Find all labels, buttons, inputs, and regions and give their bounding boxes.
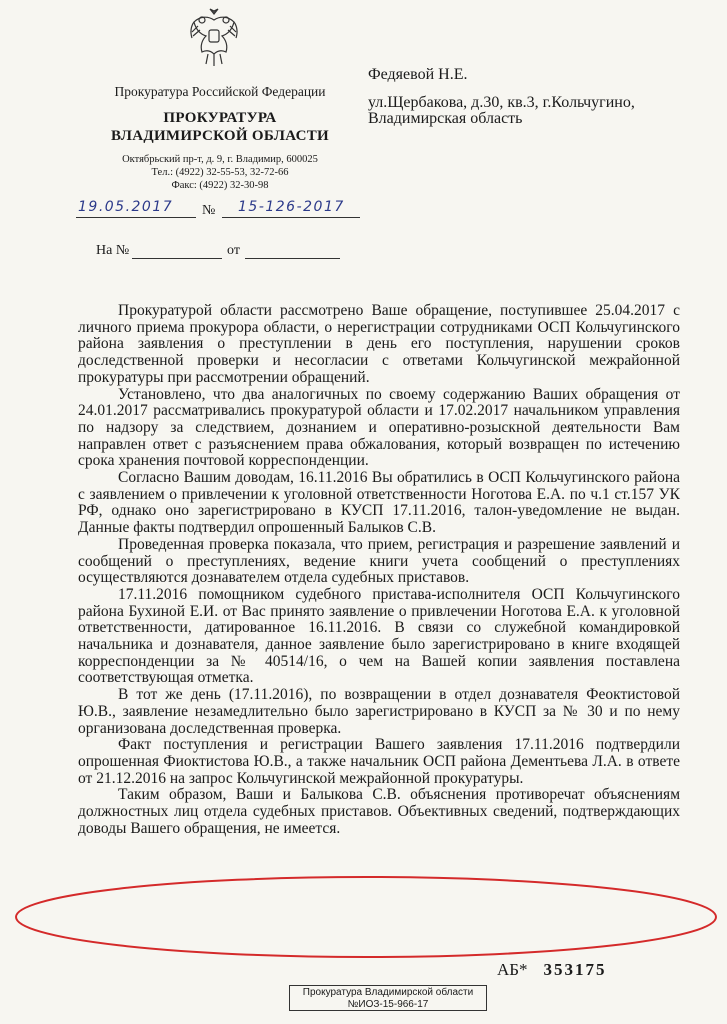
outgoing-date: 19.05.2017 <box>78 199 174 215</box>
body-paragraph: Согласно Вашим доводам, 16.11.2016 Вы обратились в ОСП Кольчугинского района с заявлением о привлечении к уголовной ответственности Ноготова Е.А. по ч.1 ст.157 УК РФ, однако оно зарегистрировано в КУСП 17.11.2016, талон-уведомление не выдан. Данные факты подтвердил опрошенный Балыков С.В. <box>78 469 680 537</box>
letterhead-org: Прокуратура Российской Федерации <box>114 84 326 99</box>
letterhead-name-line2: ВЛАДИМИРСКОЙ ОБЛАСТИ <box>111 128 329 144</box>
letterhead-address: Октябрьский пр-т, д. 9, г. Владимир, 600025 <box>122 154 318 165</box>
letterhead-tel: Тел.: (4922) 32-55-53, 32-72-66 <box>151 167 289 178</box>
outgoing-no-label: № <box>202 203 216 218</box>
letterhead-fax: Факс: (4922) 32-30-98 <box>171 180 269 191</box>
highlight-ellipse <box>10 872 722 962</box>
double-headed-eagle-icon <box>188 6 240 68</box>
body-paragraph: Факт поступления и регистрации Вашего заявления 17.11.2016 подтвердили опрошенная Фиоктистова Ю.В., а также начальник ОСП района Дементьева Л.А. в ответе от 21.12.2016 на запрос Кольчугинской межрайонной прокуратуры. <box>78 736 680 787</box>
body-paragraph: Установлено, что два аналогичных по своему содержанию Ваших обращения от 24.01.2017 рассматривались прокуратурой области и 17.02.2017 начальником управления по надзору за следствием, дознанием и оперативно-розыскной деятельности Вам направлен ответ с разъяснением права обжалования, который возвращен по истечению срока хранения почтовой корреспонденции. <box>78 385 680 470</box>
form-code-number: 353175 <box>543 960 607 979</box>
letter-body <box>78 303 680 838</box>
letterhead-name-line1: ПРОКУРАТУРА <box>163 110 277 126</box>
stamp-line2: №ИОЗ-15-966-17 <box>347 999 429 1010</box>
incoming-from-label: от <box>227 243 240 258</box>
outgoing-date-line <box>76 217 196 218</box>
body-paragraph: В тот же день (17.11.2016), по возвращении в отдел дознавателя Феоктистовой Ю.В., заявление незамедлительно было зарегистрировано в КУСП за № 30 и по нему организована доследственная проверка. <box>78 686 680 737</box>
stamp-line1: Прокуратура Владимирской области <box>302 987 474 998</box>
outgoing-number-line <box>222 217 360 218</box>
body-paragraph: 17.11.2016 помощником судебного пристава-исполнителя ОСП Кольчугинского района Бухиной Е.И. от Вас принято заявление о привлечении Ноготова Е.А. к уголовной ответственности, датированное 16.11.2016. В связи со служебной командировкой начальника и дознавателя, данное заявление было зарегистрировано в книге входящей корреспонденции за № 40514/16, о чем на Вашей копии заявления поставлена соответствующая отметка. <box>78 585 680 687</box>
incoming-no-label: На № <box>96 243 130 258</box>
form-code-series: АБ* <box>497 960 528 979</box>
outgoing-number: 15-126-2017 <box>238 199 345 215</box>
incoming-number-line <box>132 258 222 259</box>
recipient-address-line1: ул.Щербакова, д.30, кв.3, г.Кольчугино, <box>368 94 635 111</box>
body-paragraph: Прокуратурой области рассмотрено Ваше обращение, поступившее 25.04.2017 с личного приема прокурора области, о нерегистрации сотрудниками ОСП Кольчугинского района заявления о преступлении в день его поступления, нарушении сроков доследственной проверки и несогласии с ответами Кольчугинской межрайонной прокуратуры при рассмотрении обращений. <box>78 302 680 386</box>
body-paragraph-conclusion: Таким образом, Ваши и Балыкова С.В. объяснения противоречат объяснениям должностных лиц отдела судебных приставов. Объективных сведений, подтверждающих доводы Вашего обращения, не имеется. <box>78 786 680 837</box>
body-paragraph: Проведенная проверка показала, что прием, регистрация и разрешение заявлений и сообщений о преступлениях, ведение книги учета сообщений о преступлениях осуществляются дознавателем отдела судебных приставов. <box>78 535 680 587</box>
recipient-address-line2: Владимирская область <box>368 110 523 127</box>
incoming-date-line <box>245 258 340 259</box>
recipient-name: Федяевой Н.Е. <box>368 66 468 83</box>
form-code <box>497 960 607 980</box>
registration-stamp <box>289 985 487 1011</box>
